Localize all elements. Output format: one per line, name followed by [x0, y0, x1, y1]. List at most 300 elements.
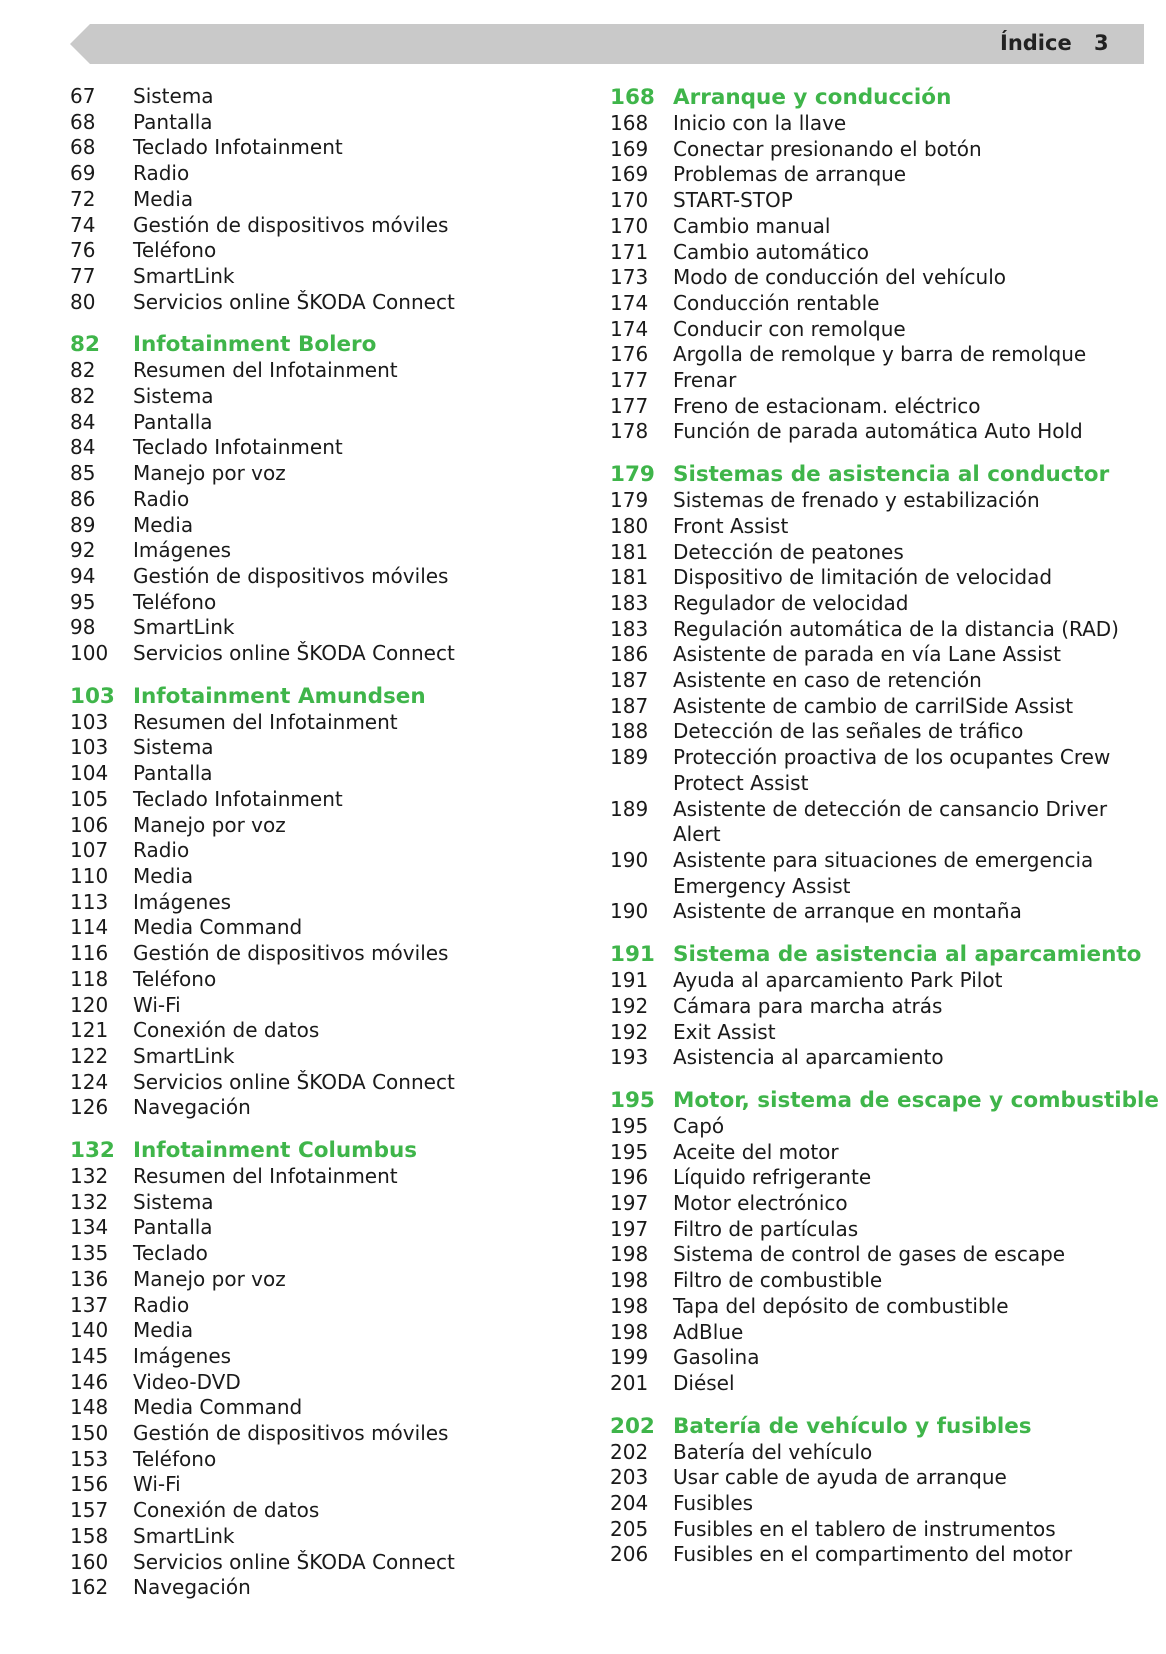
- heading-title: Sistemas de asistencia al conductor: [673, 462, 1110, 488]
- entry-title: Usar cable de ayuda de arranque: [673, 1465, 1007, 1490]
- heading-title: Arranque y conducción: [673, 85, 952, 110]
- entry-page-number: 169: [610, 136, 649, 161]
- entry-title: Asistente en caso de retención: [673, 668, 982, 693]
- entry-title: Media: [133, 512, 194, 537]
- entry-title: Teléfono: [133, 589, 217, 614]
- toc-entry[interactable]: [610, 317, 1150, 343]
- entry-title: Inicio con la llave: [673, 111, 847, 135]
- entry-title: Pantalla: [133, 409, 213, 434]
- entry-title: Gestión de dispositivos móviles: [133, 1421, 449, 1446]
- toc-entry[interactable]: [610, 1268, 1150, 1294]
- entry-title: Cambio manual: [673, 213, 831, 238]
- toc-section: [70, 331, 590, 666]
- entry-title: Asistente de detección de cansancio Driver Alert: [673, 796, 1108, 847]
- entry-page-number: 134: [70, 1215, 109, 1240]
- entry-title: Imágenes: [133, 1343, 232, 1368]
- entry-title: Batería del vehículo: [673, 1439, 873, 1464]
- toc-entry[interactable]: [610, 1440, 1150, 1466]
- toc-section: [70, 84, 590, 315]
- entry-page-number: 72: [70, 186, 96, 211]
- entry-title: Conectar presionando el botón: [673, 136, 982, 161]
- toc-entry[interactable]: [610, 1294, 1150, 1320]
- toc-entry[interactable]: [70, 410, 590, 436]
- entry-title: Cámara para marcha atrás: [673, 993, 943, 1018]
- entry-title: Conexión de datos: [133, 1018, 320, 1043]
- heading-page-number: 202: [610, 1413, 655, 1439]
- entry-title: Cambio automático: [673, 239, 869, 264]
- toc-entry[interactable]: [70, 564, 590, 590]
- entry-page-number: 183: [610, 616, 649, 641]
- entry-page-number: 100: [70, 641, 109, 666]
- toc-section-heading[interactable]: [70, 1137, 590, 1164]
- entry-title: Teléfono: [133, 1446, 217, 1471]
- entry-title: Sistema: [133, 84, 214, 108]
- entry-page-number: 198: [610, 1268, 649, 1293]
- header-band: [70, 24, 1144, 64]
- entry-title: Regulación automática de la distancia (RAD): [673, 616, 1119, 641]
- toc-entry[interactable]: [70, 615, 590, 641]
- entry-title: Navegación: [133, 1095, 251, 1120]
- entry-page-number: 199: [610, 1345, 649, 1370]
- entry-title: Video-DVD: [133, 1369, 241, 1394]
- entry-page-number: 206: [610, 1542, 649, 1567]
- entry-page-number: 190: [610, 899, 649, 924]
- heading-title: Batería de vehículo y fusibles: [673, 1413, 1032, 1439]
- heading-page-number: 103: [70, 683, 115, 709]
- entry-page-number: 86: [70, 486, 96, 511]
- heading-title: Sistema de asistencia al aparcamiento: [673, 942, 1142, 968]
- entry-title: SmartLink: [133, 263, 235, 288]
- toc-entry[interactable]: [70, 1395, 590, 1421]
- entry-page-number: 116: [70, 941, 109, 966]
- entry-page-number: 204: [610, 1491, 649, 1516]
- entry-page-number: 67: [70, 84, 96, 108]
- entry-page-number: 157: [70, 1498, 109, 1523]
- toc-entry[interactable]: [70, 290, 590, 316]
- entry-page-number: 195: [610, 1139, 649, 1164]
- toc-entry[interactable]: [70, 1241, 590, 1267]
- entry-title: Conducir con remolque: [673, 316, 906, 341]
- entry-title: Asistente de parada en vía Lane Assist: [673, 642, 1061, 667]
- toc-entry[interactable]: [610, 899, 1150, 925]
- toc-entry[interactable]: [610, 565, 1150, 591]
- toc-entry[interactable]: [610, 1191, 1150, 1217]
- entry-page-number: 179: [610, 488, 649, 513]
- toc-entry[interactable]: [70, 967, 590, 993]
- entry-page-number: 193: [610, 1045, 649, 1070]
- toc-entry[interactable]: [610, 1465, 1150, 1491]
- entry-title: Sistemas de frenado y estabilización: [673, 488, 1040, 513]
- entry-page-number: 177: [610, 393, 649, 418]
- entry-page-number: 205: [610, 1516, 649, 1541]
- entry-title: Imágenes: [133, 889, 232, 914]
- toc-entry[interactable]: [70, 1344, 590, 1370]
- entry-page-number: 181: [610, 565, 649, 590]
- toc-entry[interactable]: [610, 1020, 1150, 1046]
- entry-page-number: 74: [70, 212, 96, 237]
- toc-entry[interactable]: [610, 540, 1150, 566]
- toc-entry[interactable]: [610, 1542, 1150, 1568]
- entry-page-number: 189: [610, 796, 649, 821]
- toc-entry[interactable]: [610, 394, 1150, 420]
- toc-entry[interactable]: [70, 787, 590, 813]
- entry-page-number: 120: [70, 992, 109, 1017]
- entry-page-number: 103: [70, 709, 109, 734]
- heading-page-number: 191: [610, 942, 655, 968]
- entry-page-number: 136: [70, 1266, 109, 1291]
- toc-entry[interactable]: [70, 1018, 590, 1044]
- toc-section-heading[interactable]: [70, 683, 590, 710]
- toc-entry[interactable]: [70, 213, 590, 239]
- entry-page-number: 195: [610, 1113, 649, 1138]
- toc-entry[interactable]: [610, 591, 1150, 617]
- toc-entry[interactable]: [70, 358, 590, 384]
- entry-page-number: 191: [610, 968, 649, 993]
- page-title: Índice: [1000, 31, 1072, 55]
- entry-page-number: 181: [610, 539, 649, 564]
- entry-page-number: 126: [70, 1095, 109, 1120]
- toc-entry[interactable]: [70, 993, 590, 1019]
- entry-title: Teléfono: [133, 238, 217, 263]
- toc-section: [610, 1087, 1159, 1397]
- toc-entry[interactable]: [610, 137, 1150, 163]
- heading-page-number: 82: [70, 332, 100, 358]
- toc-entry[interactable]: [610, 994, 1150, 1020]
- toc-entry[interactable]: [70, 864, 590, 890]
- entry-title: Protección proactiva de los ocupantes Crew Protect Assist: [673, 745, 1111, 795]
- toc-entry[interactable]: [70, 384, 590, 410]
- toc-entry[interactable]: [610, 848, 1150, 899]
- entry-page-number: 104: [70, 761, 109, 786]
- toc-entry[interactable]: [70, 890, 590, 916]
- toc-entry[interactable]: [610, 514, 1150, 540]
- entry-page-number: 197: [610, 1191, 649, 1216]
- toc-entry[interactable]: [70, 264, 590, 290]
- heading-title: Infotainment Columbus: [133, 1138, 418, 1164]
- entry-page-number: 158: [70, 1523, 109, 1548]
- entry-title: SmartLink: [133, 1523, 235, 1548]
- toc-entry[interactable]: [610, 617, 1150, 643]
- entry-title: Tapa del depósito de combustible: [673, 1293, 1009, 1318]
- entry-title: START-STOP: [673, 188, 793, 213]
- entry-page-number: 92: [70, 538, 96, 563]
- entry-title: Ayuda al aparcamiento Park Pilot: [673, 968, 1003, 993]
- toc-entry[interactable]: [610, 188, 1150, 214]
- entry-page-number: 76: [70, 238, 96, 263]
- entry-title: Teclado Infotainment: [133, 786, 343, 811]
- entry-page-number: 174: [610, 290, 649, 315]
- toc-entry[interactable]: [70, 161, 590, 187]
- entry-page-number: 113: [70, 889, 109, 914]
- toc-entry[interactable]: [70, 1190, 590, 1216]
- entry-page-number: 156: [70, 1472, 109, 1497]
- toc-entry[interactable]: [610, 642, 1150, 668]
- toc-entry[interactable]: [70, 1550, 590, 1576]
- entry-title: Freno de estacionam. eléctrico: [673, 393, 981, 418]
- heading-page-number: 179: [610, 462, 655, 488]
- entry-page-number: 122: [70, 1043, 109, 1068]
- entry-page-number: 171: [610, 239, 649, 264]
- toc-section: [610, 461, 1150, 925]
- entry-page-number: 168: [610, 111, 649, 135]
- toc-entry[interactable]: [70, 1095, 590, 1121]
- toc-entry[interactable]: [610, 1371, 1150, 1397]
- toc-entry[interactable]: [610, 1491, 1150, 1517]
- entry-title: Motor electrónico: [673, 1191, 848, 1216]
- entry-title: Media: [133, 186, 194, 211]
- toc-entry[interactable]: [610, 111, 1150, 137]
- entry-page-number: 188: [610, 719, 649, 744]
- toc-entry[interactable]: [610, 1114, 1150, 1140]
- heading-page-number: 195: [610, 1087, 655, 1113]
- toc-entry[interactable]: [70, 1215, 590, 1241]
- toc-entry[interactable]: [70, 1498, 590, 1524]
- toc-section: [70, 683, 590, 1121]
- entry-page-number: 80: [70, 289, 96, 314]
- toc-entry[interactable]: [610, 342, 1150, 368]
- toc-entry[interactable]: [70, 590, 590, 616]
- toc-section-heading[interactable]: [610, 1413, 1150, 1440]
- entry-title: Sistema de control de gases de escape: [673, 1242, 1066, 1267]
- entry-title: Problemas de arranque: [673, 162, 907, 187]
- entry-page-number: 82: [70, 358, 96, 383]
- toc-entry[interactable]: [610, 668, 1150, 694]
- toc-entry[interactable]: [610, 1320, 1150, 1346]
- toc-entry[interactable]: [610, 265, 1150, 291]
- toc-section-heading[interactable]: [610, 941, 1150, 968]
- entry-page-number: 77: [70, 263, 96, 288]
- toc-entry[interactable]: [70, 487, 590, 513]
- toc-entry[interactable]: [70, 1472, 590, 1498]
- entry-page-number: 103: [70, 735, 109, 760]
- entry-title: Asistente para situaciones de emergencia Emergency Assist: [673, 847, 1094, 898]
- entry-page-number: 170: [610, 188, 649, 213]
- entry-title: Servicios online ŠKODA Connect: [133, 1549, 455, 1574]
- entry-title: Radio: [133, 486, 190, 511]
- toc-entry[interactable]: [70, 110, 590, 136]
- toc-section: [70, 1137, 590, 1601]
- entry-page-number: 198: [610, 1242, 649, 1267]
- toc-entry[interactable]: [70, 1267, 590, 1293]
- toc-section: [610, 84, 1150, 445]
- toc-entry[interactable]: [70, 1421, 590, 1447]
- entry-title: Resumen del Infotainment: [133, 1164, 398, 1189]
- entry-page-number: 145: [70, 1343, 109, 1368]
- entry-page-number: 68: [70, 109, 96, 134]
- toc-entry[interactable]: [610, 1217, 1150, 1243]
- toc-entry[interactable]: [70, 710, 590, 736]
- entry-title: Diésel: [673, 1370, 735, 1395]
- entry-page-number: 84: [70, 435, 96, 460]
- entry-page-number: 178: [610, 419, 649, 444]
- entry-page-number: 153: [70, 1446, 109, 1471]
- entry-title: Conexión de datos: [133, 1498, 320, 1523]
- entry-page-number: 148: [70, 1395, 109, 1420]
- entry-title: Fusibles en el tablero de instrumentos: [673, 1516, 1056, 1541]
- heading-title: Infotainment Amundsen: [133, 683, 426, 709]
- toc-entry[interactable]: [70, 513, 590, 539]
- entry-page-number: 68: [70, 135, 96, 160]
- toc-entry[interactable]: [70, 538, 590, 564]
- entry-title: Resumen del Infotainment: [133, 358, 398, 383]
- toc-entry[interactable]: [610, 1165, 1150, 1191]
- entry-page-number: 198: [610, 1319, 649, 1344]
- toc-entry[interactable]: [610, 719, 1150, 745]
- entry-title: Manejo por voz: [133, 461, 286, 486]
- toc-entry[interactable]: [610, 968, 1150, 994]
- entry-page-number: 110: [70, 863, 109, 888]
- entry-page-number: 132: [70, 1164, 109, 1189]
- entry-title: Sistema: [133, 384, 214, 409]
- toc-entry[interactable]: [610, 745, 1150, 796]
- entry-page-number: 183: [610, 590, 649, 615]
- entry-page-number: 170: [610, 213, 649, 238]
- toc-entry[interactable]: [610, 368, 1150, 394]
- entry-title: Conducción rentable: [673, 290, 880, 315]
- toc-entry[interactable]: [70, 84, 590, 110]
- toc-entry[interactable]: [70, 1044, 590, 1070]
- entry-title: SmartLink: [133, 615, 235, 640]
- toc-entry[interactable]: [610, 214, 1150, 240]
- entry-title: Teléfono: [133, 966, 217, 991]
- entry-title: Pantalla: [133, 109, 213, 134]
- entry-title: Capó: [673, 1113, 725, 1138]
- toc-entry[interactable]: [610, 419, 1150, 445]
- entry-title: Argolla de remolque y barra de remolque: [673, 342, 1087, 367]
- entry-page-number: 98: [70, 615, 96, 640]
- entry-page-number: 118: [70, 966, 109, 991]
- entry-page-number: 94: [70, 563, 96, 588]
- toc-column-right: [610, 84, 1159, 1568]
- entry-title: Gestión de dispositivos móviles: [133, 941, 449, 966]
- entry-page-number: 177: [610, 368, 649, 393]
- toc-entry[interactable]: [70, 187, 590, 213]
- entry-page-number: 174: [610, 316, 649, 341]
- entry-page-number: 140: [70, 1318, 109, 1343]
- entry-title: Teclado Infotainment: [133, 435, 343, 460]
- toc-entry[interactable]: [610, 1345, 1150, 1371]
- entry-page-number: 150: [70, 1421, 109, 1446]
- entry-title: Radio: [133, 161, 190, 186]
- entry-title: Asistente de cambio de carrilSide Assist: [673, 693, 1074, 718]
- entry-title: Pantalla: [133, 1215, 213, 1240]
- toc-entry[interactable]: [70, 915, 590, 941]
- toc-entry[interactable]: [70, 1524, 590, 1550]
- toc-entry[interactable]: [70, 461, 590, 487]
- entry-page-number: 135: [70, 1241, 109, 1266]
- entry-page-number: 196: [610, 1165, 649, 1190]
- toc-entry[interactable]: [70, 1370, 590, 1396]
- entry-page-number: 121: [70, 1018, 109, 1043]
- toc-entry[interactable]: [70, 1164, 590, 1190]
- toc-entry[interactable]: [70, 641, 590, 667]
- entry-title: Media Command: [133, 915, 303, 940]
- toc-entry[interactable]: [610, 694, 1150, 720]
- toc-section-heading[interactable]: [610, 1087, 1159, 1114]
- entry-page-number: 89: [70, 512, 96, 537]
- entry-title: Frenar: [673, 368, 737, 393]
- entry-page-number: 124: [70, 1069, 109, 1094]
- toc-entry[interactable]: [610, 1242, 1150, 1268]
- entry-title: Teclado Infotainment: [133, 135, 343, 160]
- entry-title: AdBlue: [673, 1319, 744, 1344]
- entry-title: Wi-Fi: [133, 1472, 181, 1497]
- entry-title: Sistema: [133, 1189, 214, 1214]
- entry-page-number: 201: [610, 1370, 649, 1395]
- entry-title: Resumen del Infotainment: [133, 709, 398, 734]
- toc-entry[interactable]: [70, 941, 590, 967]
- entry-page-number: 105: [70, 786, 109, 811]
- toc-entry[interactable]: [70, 1293, 590, 1319]
- entry-title: Aceite del motor: [673, 1139, 839, 1164]
- toc-entry[interactable]: [70, 761, 590, 787]
- toc-entry[interactable]: [610, 797, 1150, 848]
- toc-entry[interactable]: [70, 1575, 590, 1601]
- entry-page-number: 107: [70, 838, 109, 863]
- entry-page-number: 95: [70, 589, 96, 614]
- toc-entry[interactable]: [70, 735, 590, 761]
- toc-entry[interactable]: [610, 291, 1150, 317]
- entry-title: Regulador de velocidad: [673, 590, 909, 615]
- entry-title: Asistente de arranque en montaña: [673, 899, 1022, 924]
- entry-title: Media Command: [133, 1395, 303, 1420]
- entry-title: Gestión de dispositivos móviles: [133, 212, 449, 237]
- entry-title: Manejo por voz: [133, 1266, 286, 1291]
- entry-page-number: 84: [70, 409, 96, 434]
- entry-page-number: 106: [70, 812, 109, 837]
- toc-section-heading[interactable]: [610, 84, 1150, 111]
- entry-title: Servicios online ŠKODA Connect: [133, 1069, 455, 1094]
- entry-title: Gasolina: [673, 1345, 760, 1370]
- toc-entry[interactable]: [70, 1070, 590, 1096]
- toc-entry[interactable]: [610, 240, 1150, 266]
- toc-entry[interactable]: [610, 1517, 1150, 1543]
- heading-page-number: 132: [70, 1138, 115, 1164]
- toc-entry[interactable]: [610, 488, 1150, 514]
- toc-section-heading[interactable]: [610, 461, 1150, 488]
- entry-title: Detección de las señales de tráfico: [673, 719, 1024, 744]
- toc-section: [610, 941, 1150, 1071]
- entry-page-number: 176: [610, 342, 649, 367]
- entry-title: Imágenes: [133, 538, 232, 563]
- entry-title: Servicios online ŠKODA Connect: [133, 641, 455, 666]
- toc-entry[interactable]: [610, 162, 1150, 188]
- entry-page-number: 186: [610, 642, 649, 667]
- toc-entry[interactable]: [70, 813, 590, 839]
- entry-page-number: 202: [610, 1439, 649, 1464]
- toc-entry[interactable]: [610, 1045, 1150, 1071]
- toc-entry[interactable]: [70, 135, 590, 161]
- entry-title: SmartLink: [133, 1043, 235, 1068]
- toc-entry[interactable]: [70, 238, 590, 264]
- entry-title: Asistencia al aparcamiento: [673, 1045, 944, 1070]
- entry-title: Función de parada automática Auto Hold: [673, 419, 1083, 444]
- entry-title: Wi-Fi: [133, 992, 181, 1017]
- entry-page-number: 197: [610, 1216, 649, 1241]
- toc-entry[interactable]: [70, 1318, 590, 1344]
- toc-entry[interactable]: [70, 435, 590, 461]
- toc-entry[interactable]: [70, 1447, 590, 1473]
- entry-title: Fusibles: [673, 1491, 754, 1516]
- entry-title: Teclado: [133, 1241, 208, 1266]
- entry-title: Pantalla: [133, 761, 213, 786]
- entry-title: Servicios online ŠKODA Connect: [133, 289, 455, 314]
- toc-entry[interactable]: [70, 838, 590, 864]
- heading-title: Infotainment Bolero: [133, 332, 377, 358]
- toc-section-heading[interactable]: [70, 331, 590, 358]
- entry-page-number: 180: [610, 513, 649, 538]
- toc-entry[interactable]: [610, 1140, 1150, 1166]
